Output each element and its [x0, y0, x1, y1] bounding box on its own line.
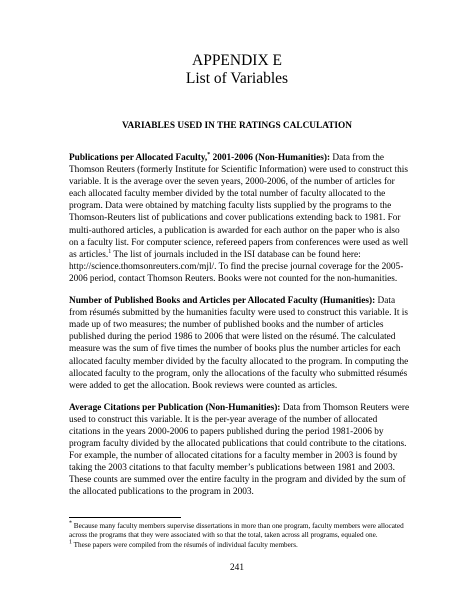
appendix-title — [0, 52, 474, 88]
paragraph-heading — [69, 153, 330, 163]
footnote-marker: 1 — [108, 248, 112, 255]
page-number: 241 — [230, 563, 244, 573]
paragraph-heading: Average Citations per Publication (Non-Humanities): — [69, 402, 281, 413]
paragraph-books-articles — [69, 295, 411, 392]
paragraph-text: Data from the Thomson Reuters (formerly Institute for Scientific Information) were used to construct this variable. It is the average over the seven years, 2000-2006, of the number of articles for each allocated faculty member divided by the total number of faculty allocated to the program. Data were obtained by matching faculty lists supplied by the programs to the Thomson-Reuters list of publications and cover publications extending back to 1981. For multi-authored articles, a publication is awarded for each author on the paper who is also on a faculty list. For computer science, refereed papers from conferences were used as well as articles. — [69, 153, 409, 260]
paragraph-heading: Number of Published Books and Articles per Allocated Faculty (Humanities): — [69, 296, 376, 307]
footnote-text: Because many faculty members supervise dissertations in more than one program, faculty members were allocated across the programs that they were associated with so that the total, taken across all programs, equaled one. — [69, 522, 404, 540]
document-body — [69, 152, 411, 509]
appendix-label: APPENDIX E — [192, 52, 282, 69]
appendix-subtitle: List of Variables — [185, 70, 289, 87]
footnote-text: These papers were compiled from the résumés of individual faculty members. — [72, 540, 298, 549]
footnote-marker: 1 — [69, 539, 72, 546]
footnote-marker: * — [207, 151, 211, 158]
paragraph-text: Data from résumés submitted by the humanities faculty were used to construct this variable. It is made up of two measures; the number of published books and the number of articles published during the period 1986 to 2006 that were listed on the résumé. The calculated measure was the sum of five times the number of books plus the number articles for each allocated faculty member divided by the faculty allocated to the program. In computing the allocated faculty to the program, only the allocations of the faculty who submitted résumés were added to get the allocation. Book reviews were counted as articles. — [69, 296, 409, 391]
footnote-divider — [69, 517, 181, 518]
section-heading: VARIABLES USED IN THE RATINGS CALCULATION — [122, 121, 352, 131]
heading-text: 2001-2006 (Non-Humanities): — [210, 153, 331, 163]
paragraph-publications — [69, 152, 411, 285]
footnote-1 — [69, 522, 411, 541]
footnotes — [69, 522, 411, 550]
paragraph-text: The list of journals included in the ISI database can be found here: http://science.thomsonreuters.com/mjl/. To find the precise journal coverage for the 2005-2006 period, contact Thomson Reuters. Books were not counted for the non-humanities. — [69, 249, 404, 284]
heading-text: Publications per Allocated Faculty, — [69, 153, 208, 163]
footnote-marker: * — [69, 520, 72, 527]
paragraph-citations — [69, 402, 411, 499]
paragraph-text: Data from Thomson Reuters were used to construct this variable. It is the per-year average of the number of allocated citations in the years 2000-2006 to papers published during the period 1981-2006 by program faculty divided by the allocated publications that could contribute to the citations. For example, the number of allocated citations for a faculty member in 2003 is found by taking the 2003 citations to that faculty member’s publications between 1981 and 2003. These counts are summed over the entire faculty in the program and divided by the sum of the allocated publications to the program in 2003. — [69, 402, 410, 498]
footnote-2 — [69, 541, 411, 550]
